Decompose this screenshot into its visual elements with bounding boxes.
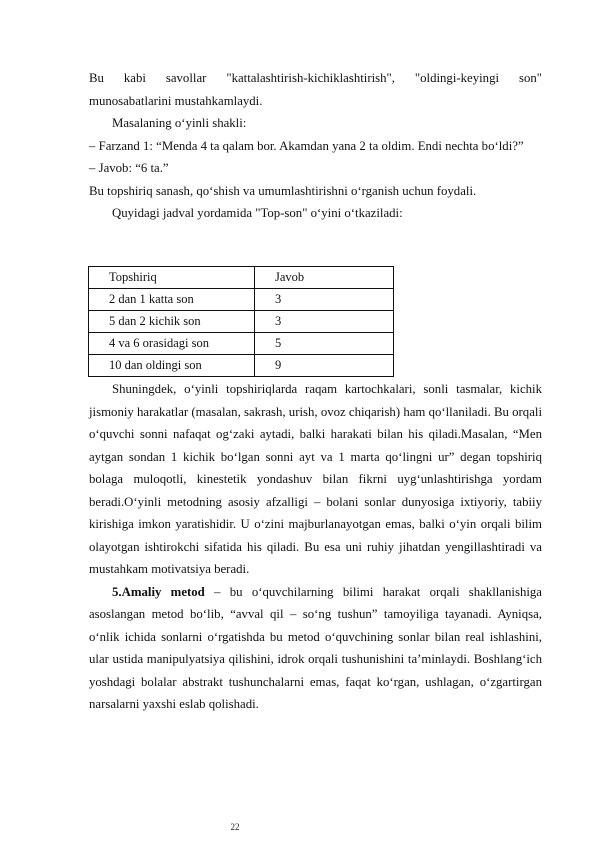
- paragraph-1: Bu kabi savollar "kattalashtirish-kichiklashtirish", "oldingi-keyingi son" munosabatlarini mustahkamlaydi.: [89, 71, 542, 108]
- section-heading-amaliy-metod: 5.Amaliy metod: [112, 584, 205, 599]
- table-row: [89, 355, 394, 377]
- paragraph-8: [89, 581, 542, 716]
- table-header-cell: Javob: [255, 267, 394, 289]
- table-cell: 2 dan 1 katta son: [89, 289, 255, 311]
- paragraph-6: Quyidagi jadval yordamida "Top-son" o‘yini o‘tkaziladi:: [112, 206, 403, 220]
- table-cell: 5: [255, 333, 394, 355]
- text-block-bottom: [89, 378, 542, 716]
- paragraph-3: – Farzand 1: “Menda 4 ta qalam bor. Akamdan yana 2 ta oldim. Endi nechta bo‘ldi?”: [89, 138, 524, 153]
- table-header-row: [89, 267, 394, 289]
- paragraph-2: Masalaning o‘yinli shakli:: [112, 116, 247, 130]
- paragraph-7: Shuningdek, o‘yinli topshiriqlarda raqam kartochkalari, sonli tasmalar, kichik jismoniy harakatlar (masalan, sakrash, urish, ovoz chiqarish) ham qo‘llaniladi. Bu orqali o‘quvchi sonni nafaqat og‘zaki aytadi, balki harakati bilan his qiladi.Masalan, “Men aytgan sondan 1 kichik bo‘lgan sonni ayt va 1 marta qo‘lingni ur” degan topshiriq bolaga muloqotli, kinestetik yondashuv bilan fikrni uyg‘unlashtirishga yordam beradi.O‘yinli metodning asosiy afzalligi – bolani sonlar dunyosiga ixtiyoriy, tabiiy kirishiga imkon yaratishidir. U o‘zini majburlanayotgan emas, balki o‘yin orqali bilim olayotgan ishtirokchi sifatida his qiladi. Bu esa uni ruhiy jihatdan yengillashtiradi va mustahkam motivatsiya beradi.: [89, 382, 542, 576]
- paragraph-4: – Javob: “6 ta.”: [89, 161, 169, 175]
- table-cell: 5 dan 2 kichik son: [89, 311, 255, 333]
- table-cell: 10 dan oldingi son: [89, 355, 255, 377]
- paragraph-5: Bu topshiriq sanash, qo‘shish va umumlashtirishni o‘rganish uchun foydali.: [89, 183, 477, 198]
- table-header-cell: Topshiriq: [89, 267, 255, 289]
- paragraph-8-text: – bu o‘quvchilarning bilimi harakat orqali shakllanishiga asoslangan metod bo‘lib, “avval qil – so‘ng tushun” tamoyiliga tayanadi. Ayniqsa, o‘nlik ichida sonlarni o‘rgatishda bu metod o‘quvchining sonlar bilan real ishlashini, ular ustida manipulyatsiya qilishini, idrok orqali tushunishini ta’minlaydi. Boshlang‘ich yoshdagi bolalar abstrakt tushunchalarni emas, faqat ko‘rgan, ushlagan, o‘zgartirgan narsalarni yaxshi eslab qolishadi.: [89, 584, 542, 711]
- table-row: [89, 311, 394, 333]
- table-cell: 3: [255, 289, 394, 311]
- table-cell: 9: [255, 355, 394, 377]
- table-row: [89, 333, 394, 355]
- text-block-top: [89, 67, 542, 225]
- table-row: [89, 289, 394, 311]
- table-cell: 4 va 6 orasidagi son: [89, 333, 255, 355]
- table-cell: 3: [255, 311, 394, 333]
- top-son-table: [88, 266, 394, 377]
- page-number: 22: [230, 822, 240, 832]
